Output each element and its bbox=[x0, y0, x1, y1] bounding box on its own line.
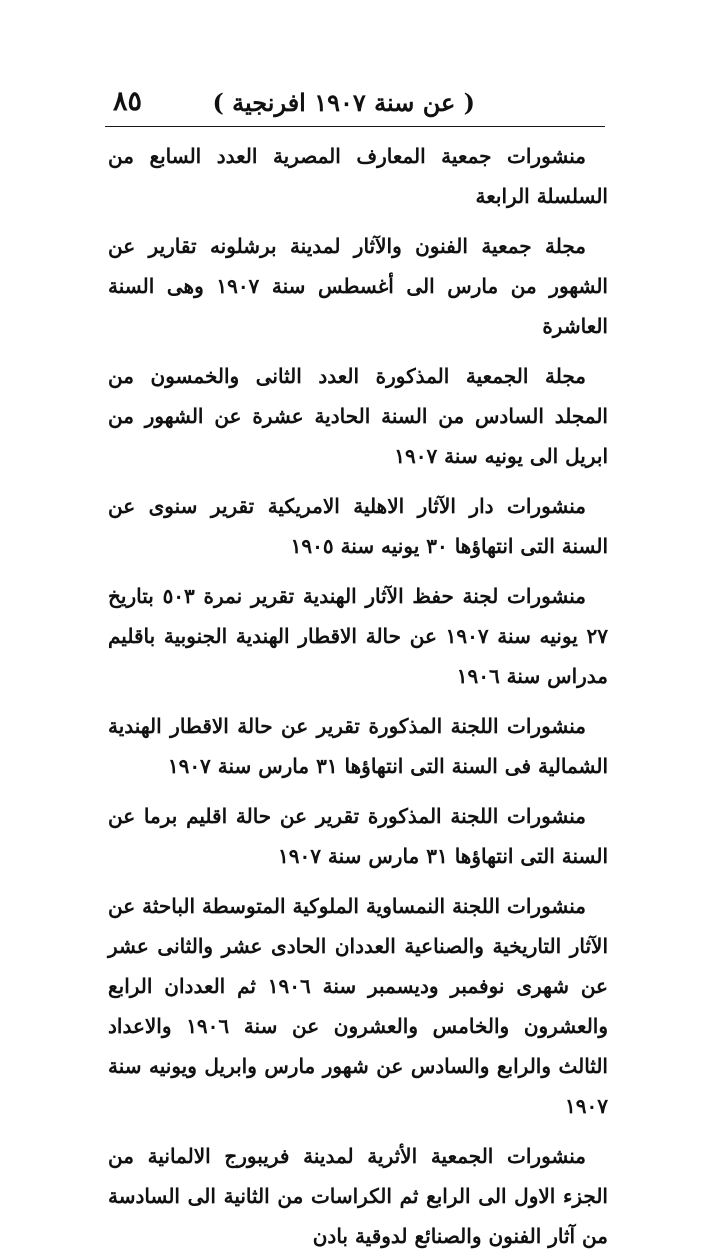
page-number: ٨٥ bbox=[113, 86, 143, 117]
list-item: منشورات دار الآثار الاهلية الامريكية تقرير سنوى عن السنة التى انتهاؤها ٣٠ يونيه سنة ١٩٠٥ bbox=[108, 494, 608, 558]
list-item: منشورات اللجنة المذكورة تقرير عن حالة اقليم برما عن السنة التى انتهاؤها ٣١ مارس سنة ١٩٠٧ bbox=[108, 804, 608, 868]
list-item: منشورات جمعية المعارف المصرية العدد السابع من السلسلة الرابعة bbox=[108, 144, 608, 208]
list-item: منشورات اللجنة النمساوية الملوكية المتوسطة الباحثة عن الآثار التاريخية والصناعية العددان الحادى عشر والثانى عشر عن شهرى نوفمبر وديسمبر سنة ١٩٠٦ ثم العددان الرابع والعشرون والخامس والعشرون عن سنة ١٩٠٦ والاعداد الثالث والرابع والسادس عن شهور مارس وابريل ويونيه سنة ١٩٠٧ bbox=[108, 894, 609, 1118]
publication-list bbox=[108, 136, 608, 1256]
list-item: منشورات اللجنة المذكورة تقرير عن حالة الاقطار الهندية الشمالية فى السنة التى انتهاؤها ٣١ مارس سنة ١٩٠٧ bbox=[108, 714, 608, 778]
list-item: مجلة جمعية الفنون والآثار لمدينة برشلونه تقارير عن الشهور من مارس الى أغسطس سنة ١٩٠٧ وهى السنة العاشرة bbox=[108, 234, 608, 338]
page-header bbox=[105, 82, 605, 127]
list-item: منشورات لجنة حفظ الآثار الهندية تقرير نمرة ٥٠٣ بتاريخ ٢٧ يونيه سنة ١٩٠٧ عن حالة الاقطار الهندية الجنوبية باقليم مدراس سنة ١٩٠٦ bbox=[108, 584, 608, 688]
running-title: ( عن سنة ١٩٠٧ افرنجية ) bbox=[212, 88, 475, 117]
list-item: منشورات الجمعية الأثرية لمدينة فريبورج الالمانية من الجزء الاول الى الرابع ثم الكراسات من الثانية الى السادسة من آثار الفنون والصنائع لدوقية بادن bbox=[108, 1144, 608, 1248]
list-item: مجلة الجمعية المذكورة العدد الثانى والخمسون من المجلد السادس من السنة الحادية عشرة عن الشهور من ابريل الى يونيه سنة ١٩٠٧ bbox=[108, 364, 608, 468]
